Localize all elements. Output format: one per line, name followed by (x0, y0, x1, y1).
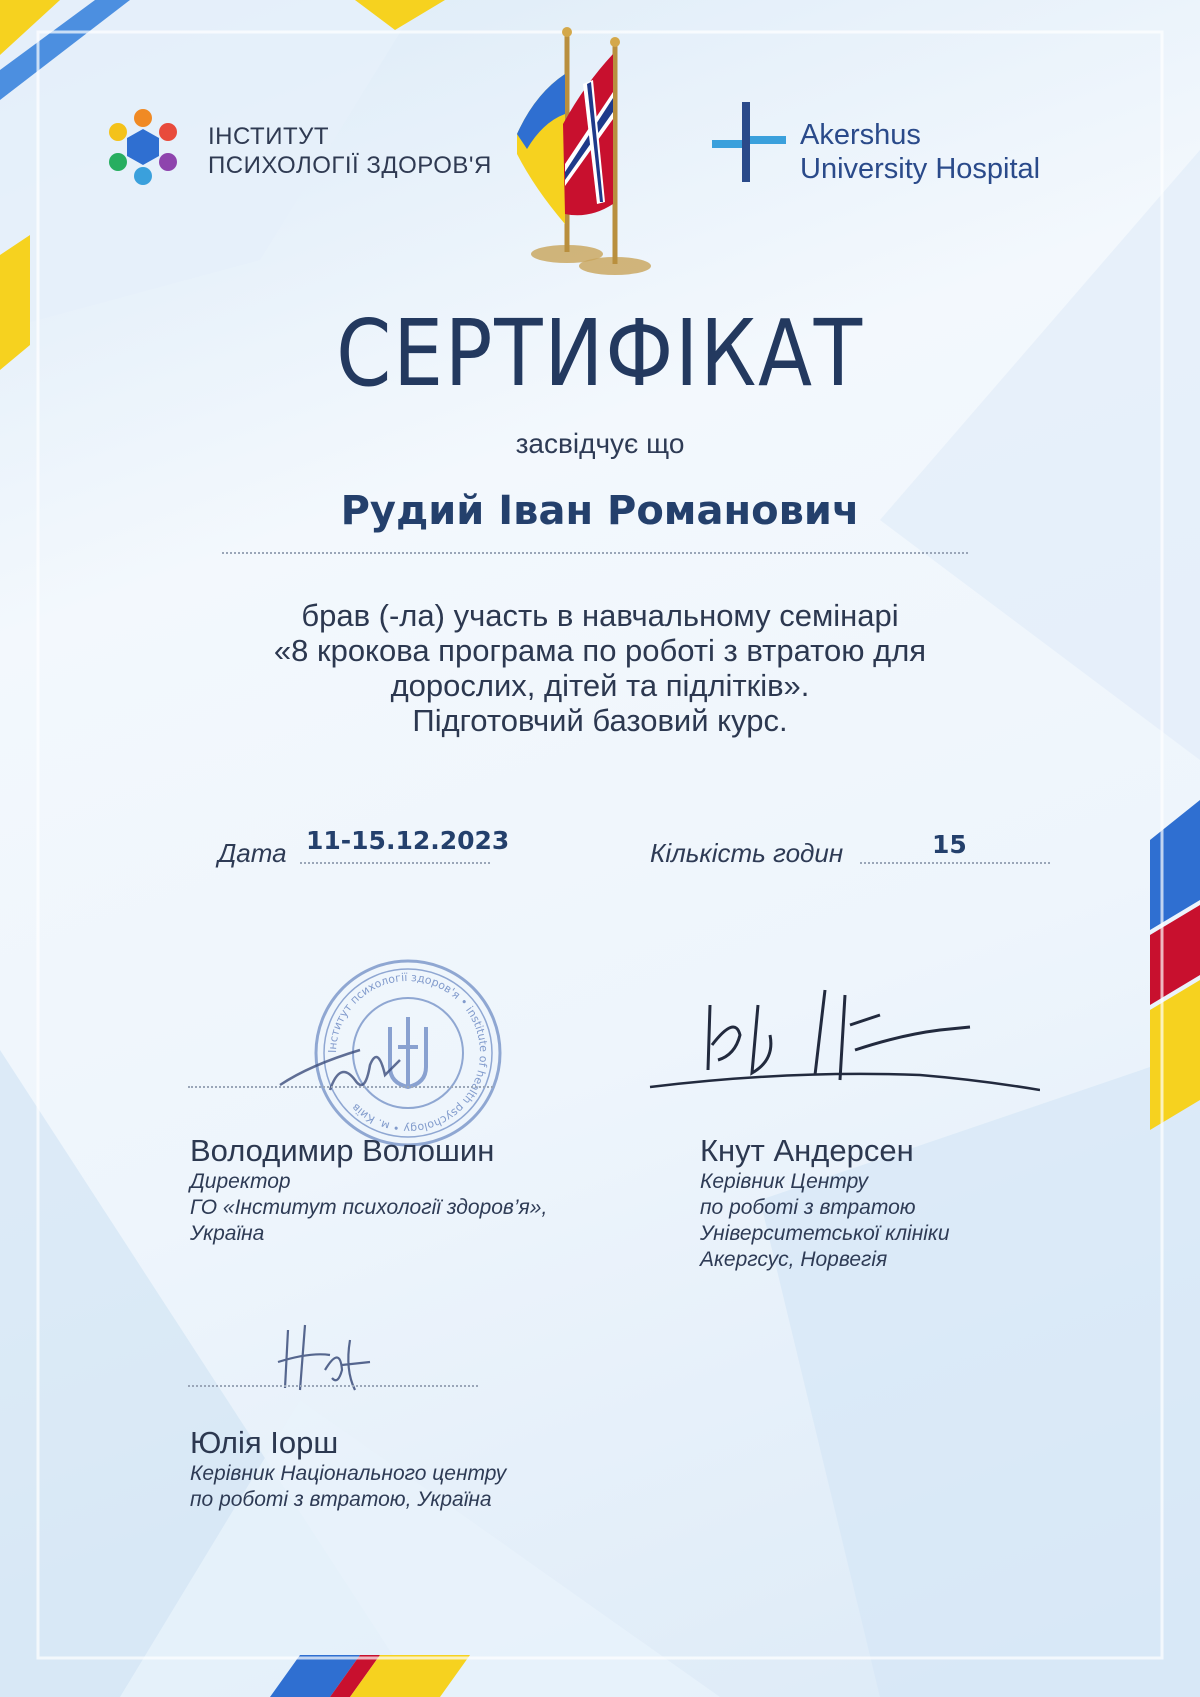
akershus-logo-line1: Akershus (800, 119, 921, 151)
signatory-iorsh-name: Юлія Іорш (190, 1425, 339, 1460)
certificate-title: СЕРТИФІКАТ (336, 300, 864, 407)
signatory-voloshyn (190, 1133, 547, 1247)
signature-voloshyn (260, 1005, 460, 1105)
signature-line-voloshyn (188, 1086, 493, 1088)
signatory-andersen (700, 1133, 950, 1273)
institute-logo-icon (100, 104, 186, 190)
date-label: Дата (218, 838, 287, 868)
certificate-subtitle: засвідчує що (515, 428, 685, 459)
signature-andersen (640, 975, 1040, 1105)
course-description-line4: Підготовчий базовий курс. (412, 703, 788, 738)
hours-label: Кількість годин (650, 838, 844, 868)
course-description-line3: дорослих, дітей та підлітків». (390, 668, 810, 703)
course-description-line1: брав (-ла) участь в навчальному семінарі (301, 598, 899, 633)
date-underline (300, 862, 490, 864)
signatory-andersen-name: Кнут Андерсен (700, 1133, 914, 1168)
signatory-voloshyn-role-line3: Україна (190, 1222, 265, 1245)
akershus-logo-line2: University Hospital (800, 153, 1041, 185)
akershus-logo-icon (712, 102, 786, 182)
institute-logo-line2: ПСИХОЛОГІЇ ЗДОРОВ'Я (208, 152, 492, 179)
date-value: 11-15.12.2023 (306, 826, 510, 855)
signatory-iorsh-role-line1: Керівник Національного центру (190, 1462, 507, 1485)
signatory-voloshyn-role-line2: ГО «Інститут психології здоров’я», (190, 1196, 548, 1219)
signatory-voloshyn-name: Володимир Волошин (190, 1133, 495, 1168)
flags-icon (505, 14, 675, 284)
signature-line-iorsh (188, 1385, 478, 1387)
akershus-logo-text (800, 118, 1040, 186)
signatory-andersen-role-line1: Керівник Центру (700, 1170, 869, 1193)
signatory-andersen-role-line4: Акергсус, Норвегія (700, 1248, 888, 1271)
hours-underline (860, 862, 1050, 864)
signatory-voloshyn-role-line1: Директор (190, 1170, 291, 1193)
signatory-andersen-role-line3: Університетської клініки (700, 1222, 950, 1245)
institute-logo-text (208, 122, 492, 180)
hours-value: 15 (932, 830, 967, 859)
recipient-underline (222, 552, 968, 554)
signatory-iorsh-role-line2: по роботі з втратою, Україна (190, 1488, 492, 1511)
signatory-iorsh (190, 1425, 506, 1513)
recipient-name: Рудий Іван Романович (340, 488, 860, 534)
signatory-andersen-role-line2: по роботі з втратою (700, 1196, 916, 1219)
course-description-line2: «8 крокова програма по роботі з втратою для (273, 633, 927, 668)
course-description (0, 598, 1200, 738)
institute-logo-line1: ІНСТИТУТ (208, 123, 330, 150)
seal-ring-text: Інститут психології здоров'я • institute of health psychology • м. Київ (325, 970, 491, 1136)
